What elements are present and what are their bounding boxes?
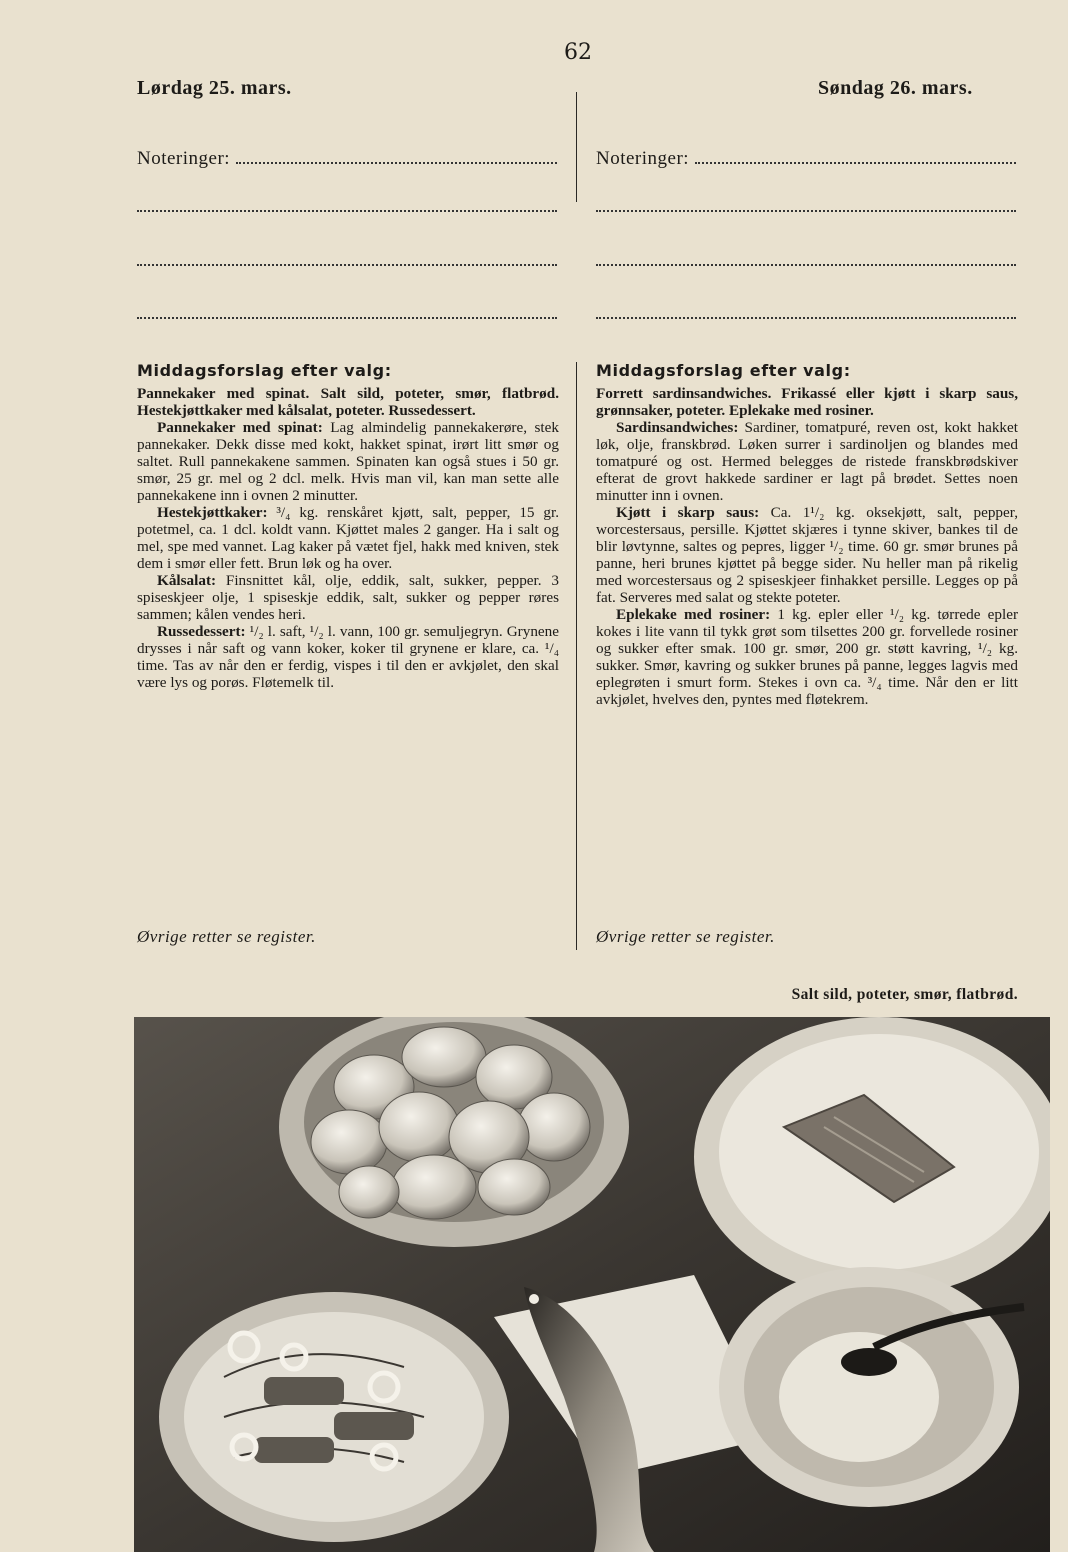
food-photo-illustration xyxy=(134,1017,1050,1552)
recipe xyxy=(137,572,559,623)
column-divider-bottom xyxy=(576,362,577,950)
right-notes-label: Noteringer: xyxy=(596,148,690,169)
food-photo xyxy=(134,1017,1050,1552)
left-day-heading: Lørdag 25. mars. xyxy=(137,77,292,99)
left-other-dishes: Øvrige retter se register. xyxy=(137,927,316,946)
left-notes-label: Noteringer: xyxy=(137,148,231,169)
recipe-name: Kålsalat: xyxy=(157,572,217,589)
recipe-text: Finsnittet kål, olje, eddik, salt, sukker, pepper. 3 spiseskjeer olje, 1 spiseskje eddik, salt, sukker og pepper røres sammen; kålen vendes heri. xyxy=(137,572,559,623)
left-menu: Pannekaker med spinat. Salt sild, poteter, smør, flatbrød. Hestekjøttkaker med kålsalat, poteter. Russedessert. xyxy=(137,385,559,419)
notes-dotline xyxy=(236,148,557,164)
notes-dotline xyxy=(695,148,1016,164)
column-divider-top xyxy=(576,92,577,202)
right-column xyxy=(596,362,1018,708)
recipe-name: Eplekake med rosiner: xyxy=(616,606,771,623)
notes-dotline xyxy=(596,264,1016,266)
recipe-name: Russedessert: xyxy=(157,623,246,640)
recipe-name: Sardinsandwiches: xyxy=(616,419,739,436)
recipe-name: Pannekaker med spinat: xyxy=(157,419,323,436)
recipe-text: Ca. 1¹/₂ kg. oksekjøtt, salt, pepper, worcestersaus, persille. Kjøttet skjæres i tynne skiver, bankes til de blir løvtynne, saltes og pepres, ligger ¹/₂ time. 60 gr. smør brunes på panne, heri brunes kjøttet på begge sider. Nu heller man på rikelig med worcestersaus og 2 spiseskjeer finhakket persille. Legges op på fat. Serveres med salat og stekte poteter. xyxy=(596,504,1018,606)
notes-dotline xyxy=(596,317,1016,319)
photo-caption: Salt sild, poteter, smør, flatbrød. xyxy=(791,986,1018,1003)
right-other-dishes: Øvrige retter se register. xyxy=(596,927,775,946)
left-column xyxy=(137,362,559,691)
recipe xyxy=(137,623,559,691)
recipe xyxy=(137,419,559,504)
notes-dotline xyxy=(137,210,557,212)
page-number: 62 xyxy=(564,40,592,65)
left-section-title: Middagsforslag efter valg: xyxy=(137,361,392,380)
right-day-heading: Søndag 26. mars. xyxy=(818,77,973,99)
recipe-text: Lag almindelig pannekakerøre, stek pannekaker. Dekk disse med kokt, hakket spinat, irørt litt smør og saltet. Rull pannekakene sammen. Spinaten kan også stues i 50 gr. smør, 25 gr. mel og 2 dcl. melk. Hvis man vil, kan man sette alle pannekakene inn i ovnen 2 minutter. xyxy=(137,419,559,504)
recipe-name: Hestekjøttkaker: xyxy=(157,504,268,521)
left-notes xyxy=(137,148,557,170)
recipe xyxy=(596,504,1018,606)
recipe-text: ¹/₂ l. saft, ¹/₂ l. vann, 100 gr. semuljegryn. Grynene drysses i når saft og vann koker, koker til grynene er klare, ca. ¹/₄ time. Tas av når den er ferdig, vispes i til den er avkjølet, den skal være lys og porøs. Fløtemelk til. xyxy=(137,623,559,691)
recipe xyxy=(596,419,1018,504)
notes-dotline xyxy=(137,317,557,319)
notes-dotline xyxy=(596,210,1016,212)
recipe xyxy=(596,606,1018,708)
recipe-text: ³/₄ kg. renskåret kjøtt, salt, pepper, 15 gr. potetmel, ca. 1 dcl. koldt vann. Kjøttet males 2 ganger. Ha i salt og mel, spe med vannet. Lag kaker på vætet fjel, hakk med kniven, stek dem i smør eller fett. Brun løk og ha over. xyxy=(137,504,559,572)
right-section-title: Middagsforslag efter valg: xyxy=(596,361,851,380)
notes-dotline xyxy=(137,264,557,266)
recipe xyxy=(137,504,559,572)
recipe-name: Kjøtt i skarp saus: xyxy=(616,504,760,521)
recipe-text: 1 kg. epler eller ¹/₂ kg. tørrede epler kokes i lite vann til tykk grøt som tilsettes 200 gr. forvellede rosiner og sukker efter smak. 100 gr. smør, 200 gr. støtt kavring, ¹/₂ kg. sukker. Smør, kavring og sukker brunes på panne, legges lagvis med eplegrøten i smurt form. Stekes i ovn ca. ³/₄ time. Når den er litt avkjølet, hvelves den, pyntes med fløtekrem. xyxy=(596,606,1019,708)
recipe-text: Sardiner, tomatpuré, reven ost, kokt hakket løk, olje, franskbrød. Løken surrer i sardinoljen og blandes med tomatpuré og ost. Hermed belegges de ristede franskbrødskiver efterat de grovt hakkede sardiner er lagt på brødet. Settes noen minutter inn i ovnen. xyxy=(596,419,1018,504)
right-menu: Forrett sardinsandwiches. Frikassé eller kjøtt i skarp saus, grønnsaker, poteter. Eplekake med rosiner. xyxy=(596,385,1018,419)
right-notes xyxy=(596,148,1016,170)
